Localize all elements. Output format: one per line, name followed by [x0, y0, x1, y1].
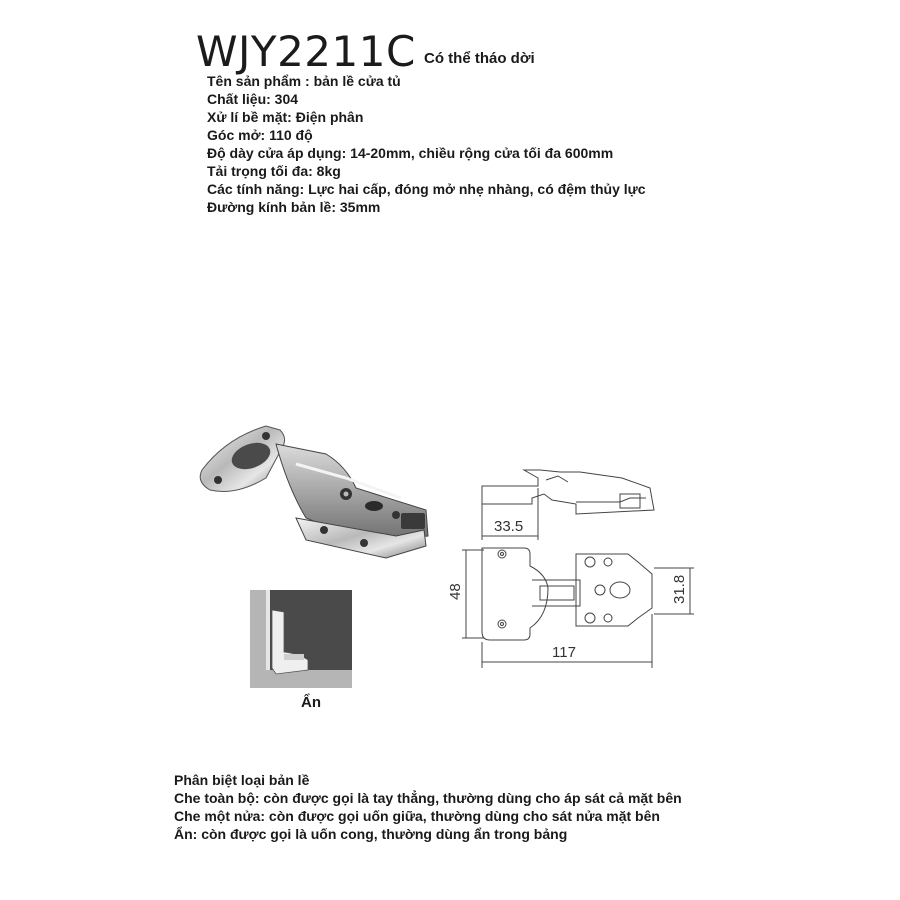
note-inset: Ẩn: còn được gọi là uốn cong, thường dùng ẩn trong bảng	[174, 826, 568, 842]
spec-item-load: Tải trọng tối đa: 8kg	[207, 163, 341, 179]
technical-drawing	[440, 458, 700, 673]
spec-list	[207, 72, 646, 216]
spec-item-angle: Góc mở: 110 độ	[207, 127, 313, 143]
dim-width-label: 117	[552, 644, 576, 661]
removable-tag: Có thể tháo dời	[424, 50, 535, 67]
note-half-overlay: Che một nửa: còn được gọi uốn giữa, thường dùng cho sát nửa mặt bên	[174, 808, 660, 824]
spec-item-surface: Xử lí bề mặt: Điện phân	[207, 109, 364, 125]
inset-caption: Ẩn	[301, 694, 321, 711]
spec-item-thickness: Độ dày cửa áp dụng: 14-20mm, chiều rộng cửa tối đa 600mm	[207, 145, 614, 161]
spec-item-diameter: Đường kính bản lề: 35mm	[207, 199, 381, 215]
hinge-type-inset	[250, 590, 352, 688]
hinge-type-notes	[174, 771, 682, 843]
hinge-photo	[196, 418, 436, 563]
note-full-overlay: Che toàn bộ: còn được gọi là tay thẳng, thường dùng cho áp sát cả mặt bên	[174, 790, 682, 806]
spec-item-name: Tên sản phẩm : bản lề cửa tủ	[207, 73, 401, 89]
dim-plate-label: 31.8	[671, 574, 688, 604]
spec-item-features: Các tính năng: Lực hai cấp, đóng mở nhẹ nhàng, có đệm thủy lực	[207, 181, 646, 197]
spec-item-material: Chất liệu: 304	[207, 91, 299, 107]
product-model: WJY2211C	[196, 27, 416, 76]
notes-heading: Phân biệt loại bản lề	[174, 772, 310, 788]
dim-height-label: 48	[447, 583, 464, 600]
dim-depth-label: 33.5	[494, 518, 524, 535]
